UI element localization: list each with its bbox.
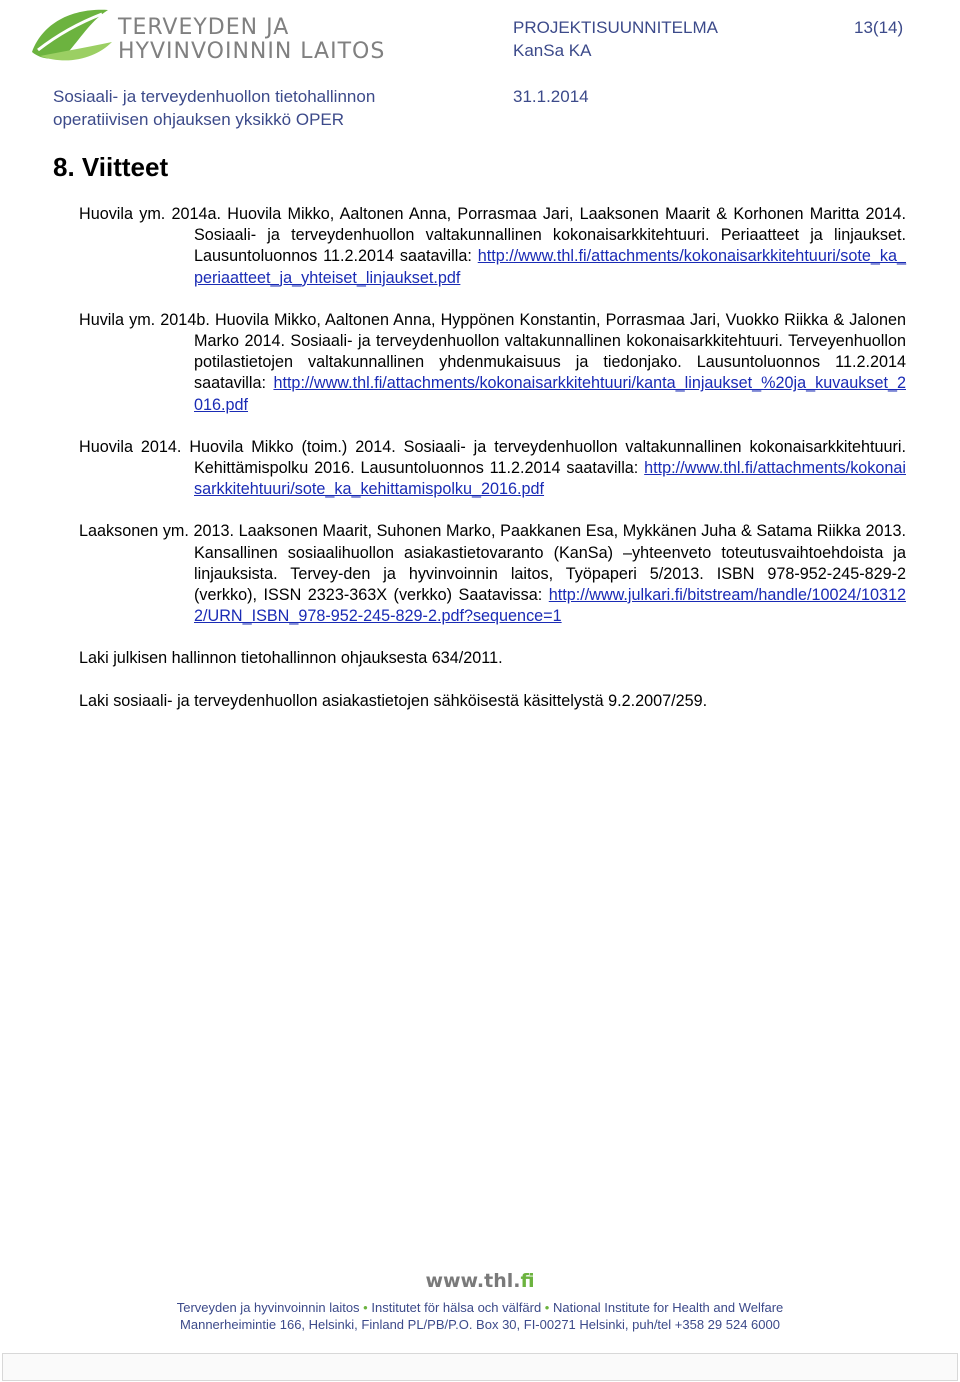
footer-url-tld: fi bbox=[520, 1270, 535, 1292]
org-name-line1: TERVEYDEN JA bbox=[118, 15, 290, 40]
reference-text: Laki sosiaali- ja terveydenhuollon asiakastietojen sähköisestä käsittelystä 9.2.2007/259. bbox=[79, 691, 708, 710]
footer-url-main: www.thl. bbox=[425, 1270, 521, 1292]
page-number: 13(14) bbox=[854, 18, 904, 37]
reference-item bbox=[79, 437, 906, 501]
reference-item bbox=[79, 648, 906, 669]
institute-name-fi: Terveyden ja hyvinvoinnin laitos bbox=[176, 1300, 360, 1315]
reference-link[interactable]: http://www.thl.fi/attachments/kokonaisarkkitehtuuri/sote_ka_periaatteet_ja_yhteiset_linjaukset.pdf bbox=[194, 247, 906, 287]
reference-link[interactable]: http://www.julkari.fi/bitstream/handle/10024/103122/URN_ISBN_978-952-245-829-2.pdf?sequence=1 bbox=[194, 586, 906, 626]
reference-item bbox=[79, 310, 906, 416]
footer-institute-names bbox=[0, 1300, 960, 1315]
reference-text: Laaksonen ym. 2013. Laaksonen Maarit, Suhonen Marko, Paakkanen Esa, Mykkänen Juha & Satama Riikka 2013. Kansallinen sosiaalihuollon asiakastietovaranto (KanSa) –yhteenveto toteutusvaihtoehdoista ja linjauksista. Tervey-den ja hyvinvoinnin laitos, Työpaperi 5/2013. ISBN 978-952-245-829-2 (verkko), ISSN 2323-363X (verkko) Saatavissa: bbox=[79, 522, 906, 605]
bullet-separator: • bbox=[544, 1300, 550, 1315]
document-type: PROJEKTISUUNNITELMA bbox=[513, 18, 718, 37]
reference-text: Huvila ym. 2014b. Huovila Mikko, Aaltonen Anna, Hyppönen Konstantin, Porrasmaa Jari, Vuokko Riikka & Jalonen Marko 2014. Sosiaali- ja terveydenhuollon valtakunnallinen kokonaisarkkitehtuuri. Terveyenhuollon potilastietojen valtakunnallinen yhdenmukaisuus ja tiedonjako. Lausuntoluonnos 11.2.2014 saatavilla: bbox=[79, 310, 906, 393]
section-title: 8. Viitteet bbox=[53, 152, 169, 182]
unit-name-line1: Sosiaali- ja terveydenhuollon tietohallinnon bbox=[53, 87, 376, 106]
reference-item bbox=[79, 204, 906, 289]
reference-list bbox=[79, 204, 906, 733]
reference-text: Huovila 2014. Huovila Mikko (toim.) 2014. Sosiaali- ja terveydenhuollon valtakunnallinen kokonaisarkkitehtuuri. Kehittämispolku 2016. Lausuntoluonnos 11.2.2014 saatavilla: bbox=[79, 437, 906, 478]
reference-text: Huovila ym. 2014a. Huovila Mikko, Aaltonen Anna, Porrasmaa Jari, Laaksonen Maarit & Korhonen Maritta 2014. Sosiaali- ja terveydenhuollon valtakunnallinen kokonaisarkkitehtuuri. Periaatteet ja linjaukset. Lausuntoluonnos 11.2.2014 saatavilla: bbox=[79, 205, 906, 266]
org-name-line2: HYVINVOINNIN LAITOS bbox=[118, 39, 386, 64]
institute-name-en: National Institute for Health and Welfare bbox=[552, 1300, 784, 1315]
bullet-separator: • bbox=[363, 1300, 368, 1315]
document-id: KanSa KA bbox=[513, 41, 592, 60]
thl-leaf-logo-icon bbox=[30, 6, 114, 66]
institute-name-sv: Institutet för hälsa och välfärd bbox=[371, 1300, 542, 1315]
footer-address: Mannerheimintie 166, Helsinki, Finland PL/PB/P.O. Box 30, FI-00271 Helsinki, puh/tel +358 29 524 6000 bbox=[180, 1317, 780, 1332]
unit-name-line2: operatiivisen ohjauksen yksikkö OPER bbox=[53, 110, 345, 129]
reference-link[interactable]: http://www.thl.fi/attachments/kokonaisarkkitehtuuri/sote_ka_kehittamispolku_2016.pdf bbox=[194, 459, 906, 499]
thl-logo bbox=[30, 6, 386, 68]
reference-text: Laki julkisen hallinnon tietohallinnon ohjauksesta 634/2011. bbox=[79, 649, 503, 668]
footer-website[interactable] bbox=[0, 1270, 960, 1292]
reference-item bbox=[79, 521, 906, 627]
reference-item bbox=[79, 691, 906, 712]
page-bottom-frame bbox=[2, 1353, 958, 1381]
reference-link[interactable]: http://www.thl.fi/attachments/kokonaisarkkitehtuuri/kanta_linjaukset_%20ja_kuvaukset_2016.pdf bbox=[194, 374, 906, 414]
document-date: 31.1.2014 bbox=[513, 87, 589, 106]
